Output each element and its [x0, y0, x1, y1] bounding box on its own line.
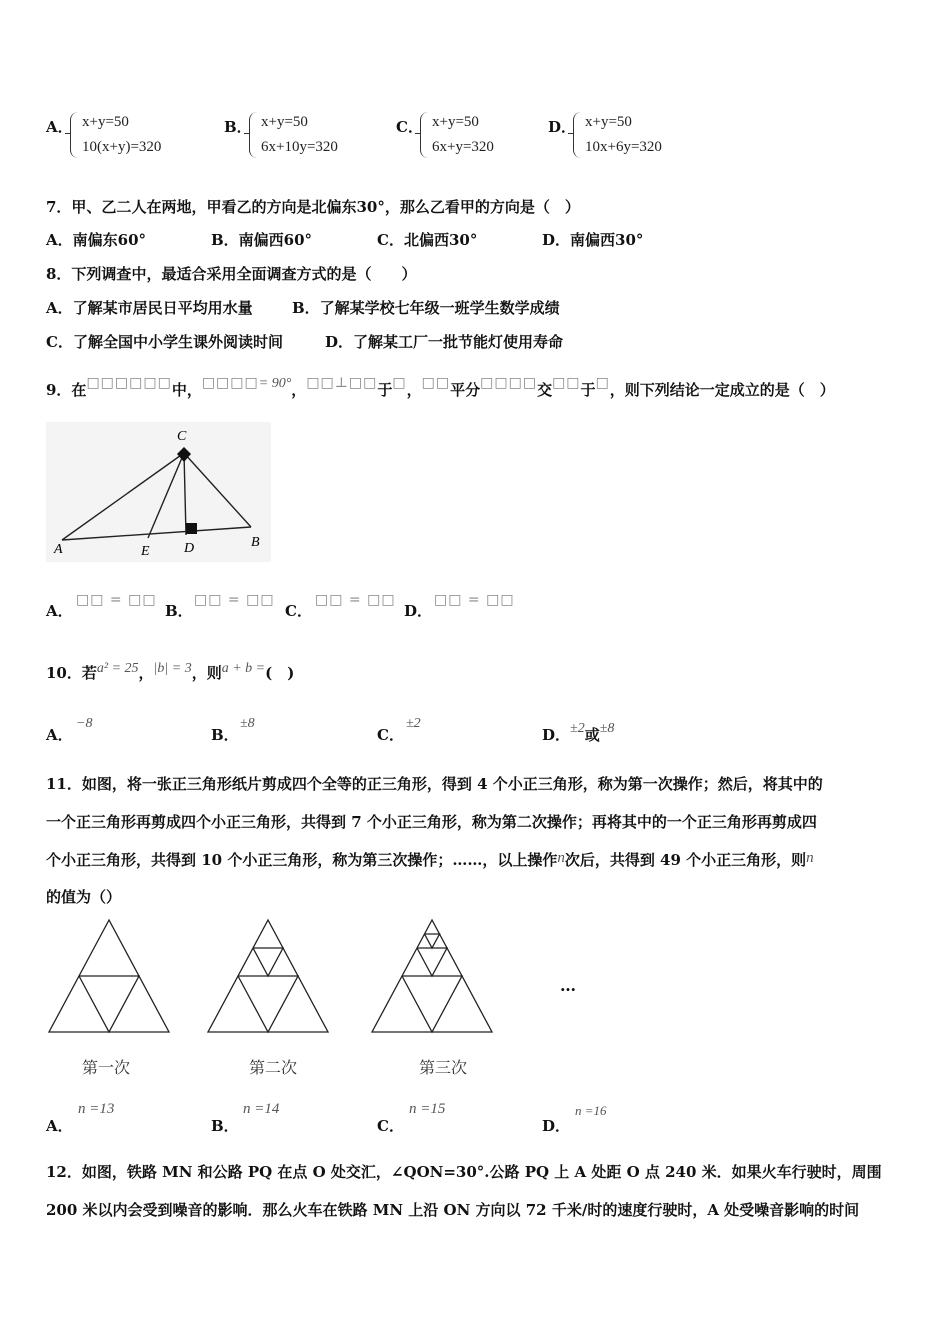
q10-option-c-label: C． [377, 726, 404, 744]
q9-option-a-label: A． [46, 602, 73, 620]
q11-option-c-label: C． [377, 1117, 404, 1135]
q9-text-1: 中， [171, 381, 202, 399]
q10-option-b-label: B． [211, 726, 239, 744]
right-angle-mark-d [186, 523, 197, 534]
q6-d-eq1: x+y=50 [585, 114, 632, 130]
q10-text-1: ，则 [191, 664, 222, 682]
q12-line-2: 200 米以内会受到噪音的影响．那么火车在铁路 MN 上沿 ON 方向以 72 千米/时的速度行驶时，A 处受噪音影响的时间 [46, 1201, 860, 1219]
triangle-second-operation [208, 920, 328, 1032]
q11-ellipsis: … [560, 976, 576, 995]
q6-option-b-system [261, 110, 338, 160]
q6-option-c-system [432, 110, 494, 160]
q10-sep: ， [138, 664, 154, 682]
q6-option-a-label: A． [46, 118, 73, 136]
q6-d-eq2: 10x+6y=320 [585, 139, 662, 155]
q10-cond-b: |b| = 3 [153, 661, 192, 676]
label-c: C [177, 429, 187, 444]
q11-line-4: 的值为（） [46, 888, 122, 906]
q9-missing-formula-7: □□ [552, 375, 581, 391]
label-b: B [251, 535, 260, 550]
q9-angle-value: = 90° [258, 376, 292, 391]
q9-sep-2: ， [406, 381, 422, 399]
q6-option-c-label: C． [396, 118, 423, 136]
q11-option-c-value: n =15 [409, 1101, 446, 1117]
q9-missing-formula-2: □□□□ [201, 375, 259, 391]
q11-var-n-1: n [557, 850, 565, 866]
q11-caption-third: 第三次 [419, 1058, 468, 1077]
q11-option-d-label: D． [542, 1117, 571, 1135]
q11-caption-first: 第一次 [82, 1058, 131, 1077]
q9-sep-1: ， [291, 381, 307, 399]
q6-a-eq2: 10(x+y)=320 [82, 139, 162, 155]
q11-var-n-2: n [806, 850, 814, 866]
q6-option-b-label: B． [224, 118, 252, 136]
label-e: E [141, 544, 150, 559]
q9-option-d-value: □□ = □□ [434, 592, 515, 608]
q9-missing-formula-1: □□□□□□ [86, 375, 172, 391]
q11-option-a-value: n =13 [78, 1101, 115, 1117]
q11-line-3 [46, 849, 814, 870]
triangle-first-operation [49, 920, 169, 1032]
q11-line-3a: 个小正三角形，共得到 10 个小正三角形，称为第三次操作；……，以上操作 [46, 851, 558, 869]
q9-text-2: 于 [377, 381, 393, 399]
q9-triangle-figure [46, 422, 271, 562]
q9-option-c-label: C． [285, 602, 312, 620]
q12-line-1: 12．如图，铁路 MN 和公路 PQ 在点 O 处交汇，∠QON=30°.公路 PQ 上 A 处距 O 点 240 米．如果火车行驶时，周围 [46, 1163, 882, 1181]
q10-text-2: ( ) [265, 664, 295, 682]
q11-option-a-label: A． [46, 1117, 73, 1135]
q11-line-2: 一个正三角形再剪成四个小正三角形，共得到 7 个小正三角形，称为第二次操作；再将其中的一个正三角形再剪成四 [46, 813, 817, 831]
q8-option-c: C．了解全国中小学生课外阅读时间 [46, 333, 283, 351]
q6-option-a-system [82, 110, 161, 160]
q7-stem: 7．甲、乙二人在两地，甲看乙的方向是北偏东30°，那么乙看甲的方向是（ ） [46, 198, 580, 216]
q11-line-3b: 次后，共得到 49 个小正三角形，则 [564, 851, 807, 869]
q9-text-3: 平分 [450, 381, 481, 399]
q9-option-c-value: □□ = □□ [315, 592, 396, 608]
q10-expr: a + b = [221, 661, 266, 676]
q6-c-eq1: x+y=50 [432, 114, 479, 130]
q10-option-d-or: 或 [584, 726, 600, 744]
label-a: A [54, 542, 63, 557]
q9-text-5: 于 [580, 381, 596, 399]
q11-line-1: 11．如图，将一张正三角形纸片剪成四个全等的正三角形，得到 4 个小正三角形，称为第一次操作；然后，将其中的 [46, 775, 823, 793]
q6-c-eq2: 6x+y=320 [432, 139, 494, 155]
triangle-third-operation [372, 920, 492, 1032]
q9-missing-formula-6: □□□□ [480, 375, 538, 391]
q10-option-c-value: ±2 [406, 716, 421, 731]
q9-missing-formula-8: □ [595, 375, 610, 391]
q6-b-eq2: 6x+10y=320 [261, 139, 338, 155]
q10-option-d [542, 721, 615, 745]
q9-option-b-value: □□ = □□ [194, 592, 275, 608]
q9-missing-formula-5: □□ [421, 375, 451, 391]
q10-option-a-label: A． [46, 726, 73, 744]
q8-stem: 8．下列调查中，最适合采用全面调查方式的是（ ） [46, 265, 417, 283]
q9-stem [46, 375, 835, 400]
q9-missing-formula-3: □□⊥□□ [306, 375, 378, 391]
q8-option-d: D．了解某工厂一批节能灯使用寿命 [325, 333, 564, 351]
q10-stem [46, 662, 294, 683]
q11-option-b-value: n =14 [243, 1101, 280, 1117]
q9-option-b-label: B． [165, 602, 193, 620]
q11-triangles-figure [46, 918, 506, 1038]
q9-text-6: ，则下列结论一定成立的是（ ） [609, 381, 835, 399]
q6-a-eq1: x+y=50 [82, 114, 129, 130]
q6-option-d-system [585, 110, 662, 160]
q10-cond-a: a² = 25 [96, 661, 139, 676]
q8-option-b: B．了解某学校七年级一班学生数学成绩 [292, 299, 560, 317]
q11-caption-second: 第二次 [249, 1058, 298, 1077]
q6-option-d-label: D． [548, 118, 577, 136]
q7-option-b: B．南偏西60° [211, 231, 313, 249]
q11-option-b-label: B． [211, 1117, 239, 1135]
q10-option-b-value: ±8 [240, 716, 255, 731]
q10-option-d-value-1: ±2 [570, 721, 585, 736]
q9-num: 9．在 [46, 381, 87, 399]
q8-option-a: A．了解某市居民日平均用水量 [46, 299, 253, 317]
label-d: D [184, 541, 195, 556]
q10-option-a-value: −8 [76, 716, 93, 731]
q10-option-d-value-2: ±8 [599, 721, 615, 736]
q9-option-a-value: □□ = □□ [76, 592, 157, 608]
q10-option-d-label: D． [542, 726, 571, 744]
q6-b-eq1: x+y=50 [261, 114, 308, 130]
q7-option-a: A．南偏东60° [46, 231, 147, 249]
q10-num: 10．若 [46, 664, 97, 682]
q9-text-4: 交 [537, 381, 553, 399]
q9-missing-formula-4: □ [392, 375, 407, 391]
q7-option-c: C．北偏西30° [377, 231, 478, 249]
q11-option-d-value: n =16 [575, 1103, 607, 1118]
q9-option-d-label: D． [404, 602, 433, 620]
q7-option-d: D．南偏西30° [542, 231, 644, 249]
